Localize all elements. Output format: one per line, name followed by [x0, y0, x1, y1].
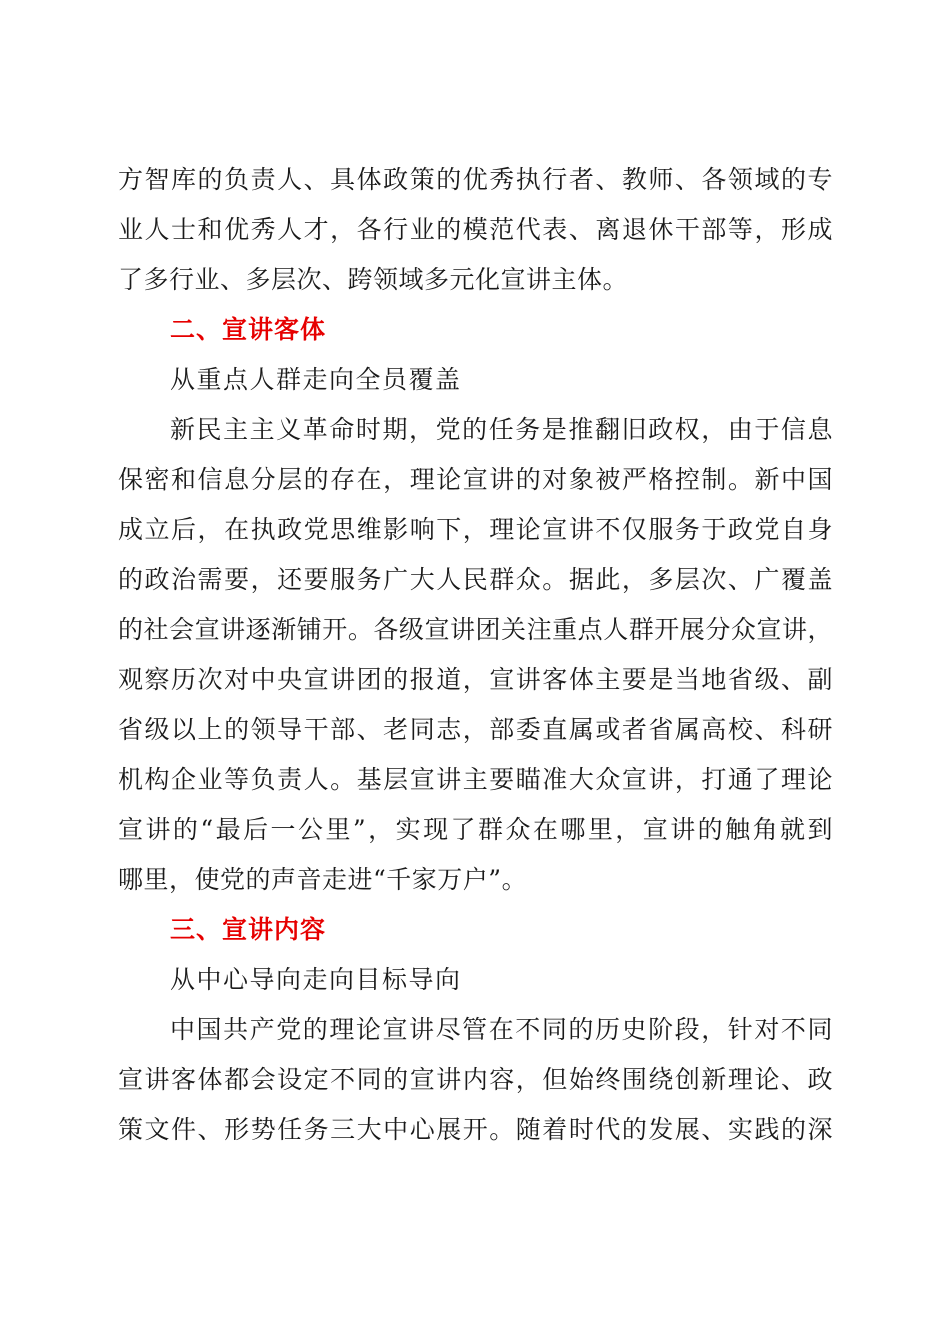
text-line: 策文件、形势任务三大中心展开。随着时代的发展、实践的深 [118, 1115, 833, 1144]
text-line: 宣讲的“最后一公里”，实现了群众在哪里，宣讲的触角就到 [118, 815, 833, 844]
intro-paragraph [118, 155, 833, 305]
text-line: 哪里，使党的声音走进“千家万户”。 [118, 865, 528, 894]
text-line: 的社会宣讲逐渐铺开。各级宣讲团关注重点人群开展分众宣讲， [118, 615, 833, 644]
text-line: 新民主主义革命时期，党的任务是推翻旧政权，由于信息 [170, 415, 833, 444]
text-line: 业人士和优秀人才，各行业的模范代表、离退休干部等，形成 [118, 215, 833, 244]
text-line: 保密和信息分层的存在，理论宣讲的对象被严格控制。新中国 [118, 465, 833, 494]
text-line: 的政治需要，还要服务广大人民群众。据此，多层次、广覆盖 [118, 565, 833, 594]
section-subheading-2: 从重点人群走向全员覆盖 [170, 365, 462, 394]
section-subheading-3: 从中心导向走向目标导向 [170, 965, 462, 994]
text-line: 观察历次对中央宣讲团的报道，宣讲客体主要是当地省级、副 [118, 665, 833, 694]
text-line: 中国共产党的理论宣讲尽管在不同的历史阶段，针对不同 [170, 1015, 833, 1044]
section-3-paragraph [118, 1005, 833, 1155]
text-line: 了多行业、多层次、跨领域多元化宣讲主体。 [118, 265, 629, 294]
section-heading-2: 二、宣讲客体 [170, 315, 327, 344]
text-line: 方智库的负责人、具体政策的优秀执行者、教师、各领域的专 [118, 165, 833, 194]
text-line: 机构企业等负责人。基层宣讲主要瞄准大众宣讲，打通了理论 [118, 765, 833, 794]
section-2-paragraph [118, 405, 833, 905]
text-line: 成立后，在执政党思维影响下，理论宣讲不仅服务于政党自身 [118, 515, 833, 544]
text-line: 宣讲客体都会设定不同的宣讲内容，但始终围绕创新理论、政 [118, 1065, 833, 1094]
section-heading-3: 三、宣讲内容 [170, 915, 327, 944]
document-body [118, 155, 833, 1155]
text-line: 省级以上的领导干部、老同志，部委直属或者省属高校、科研 [118, 715, 833, 744]
